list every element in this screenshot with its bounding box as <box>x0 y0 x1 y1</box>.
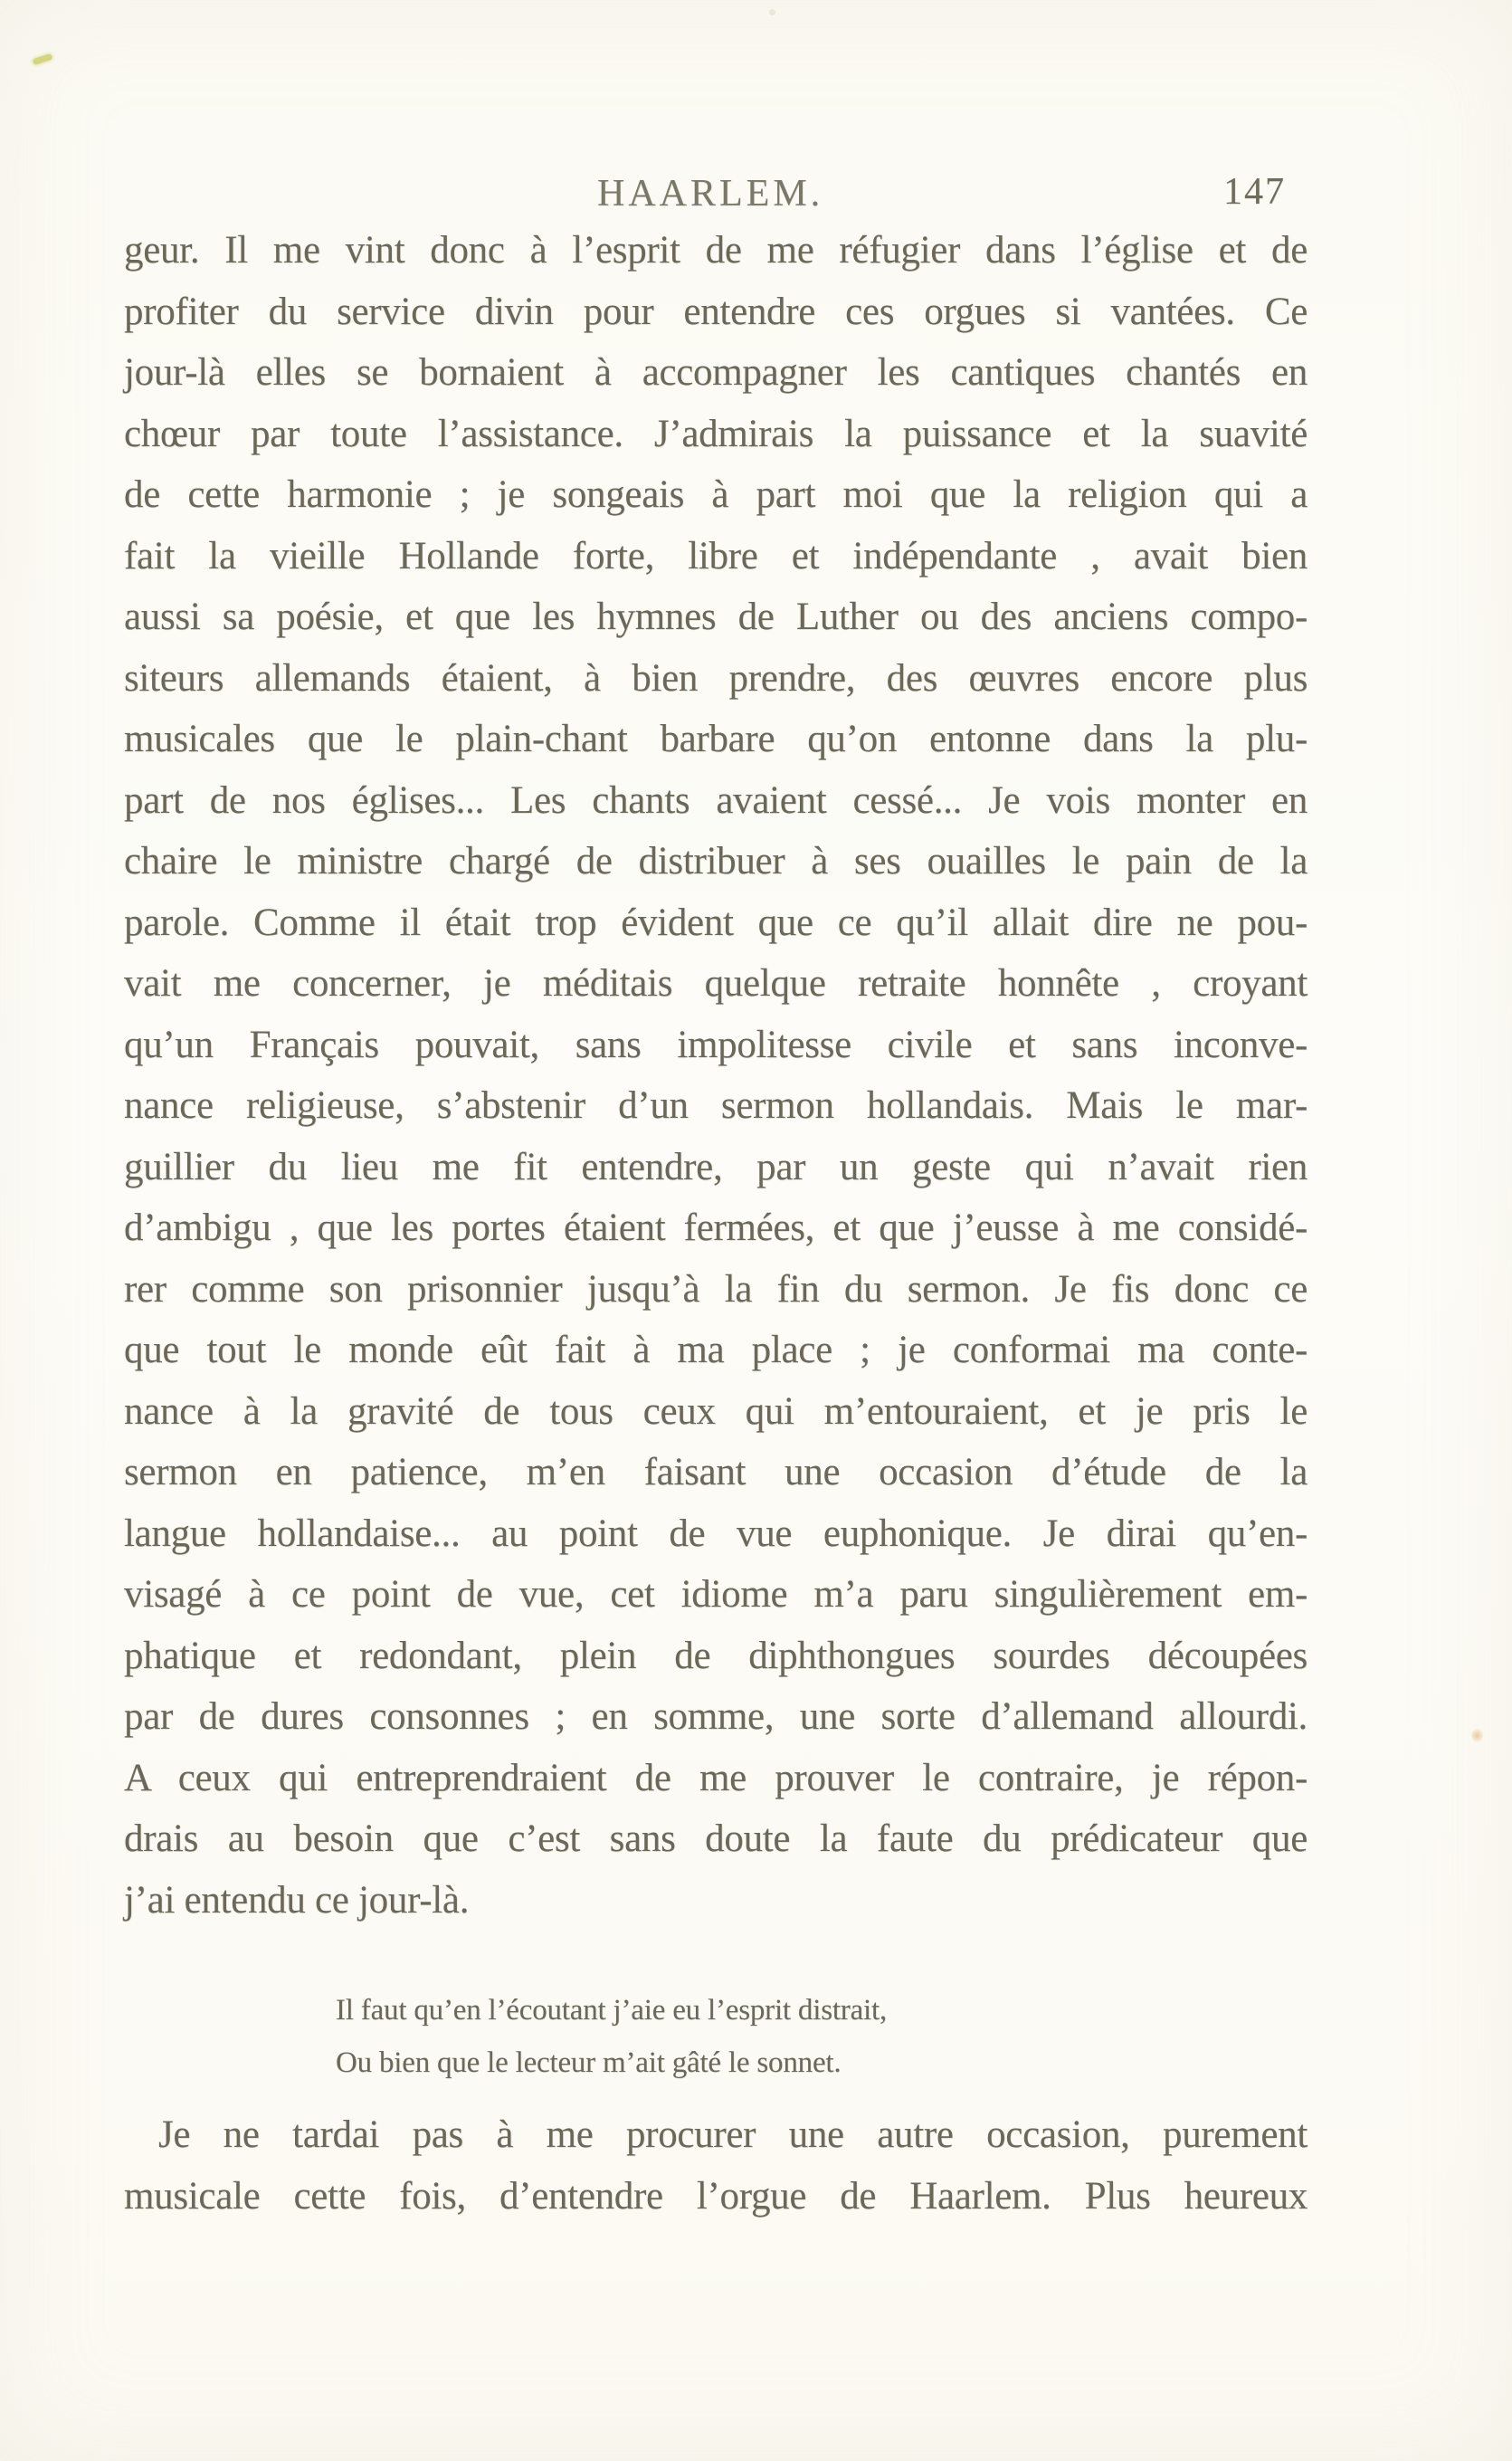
text-line: rer comme son prisonnier jusqu’à la fin du sermon. Je fis donc ce <box>124 1267 1308 1311</box>
body-paragraph-new <box>124 2104 1308 2227</box>
text-line: de cette harmonie ; je songeais à part moi que la religion qui a <box>124 473 1308 516</box>
verse-couplet <box>336 1984 887 2089</box>
text-line: que tout le monde eût fait à ma place ; je conformai ma conte- <box>124 1329 1308 1371</box>
text-line: part de nos églises... Les chants avaient cessé... Je vois monter en <box>124 778 1308 822</box>
text-line: A ceux qui entreprendraient de me prouver le contraire, je répon- <box>124 1756 1308 1799</box>
text-line: langue hollandaise... au point de vue euphonique. Je dirai qu’en- <box>124 1512 1308 1555</box>
text-line: chœur par toute l’assistance. J’admirais la puissance et la suavité <box>124 412 1308 455</box>
scan-speck-green <box>32 53 52 65</box>
text-line: musicale cette fois, d’entendre l’orgue de Haarlem. Plus heureux <box>124 2174 1308 2218</box>
text-line: d’ambigu , que les portes étaient fermées, et que j’eusse à me considé- <box>124 1207 1308 1249</box>
text-line: geur. Il me vint donc à l’esprit de me réfugier dans l’église et de <box>124 229 1308 272</box>
text-line: sermon en patience, m’en faisant une occasion d’étude de la <box>124 1451 1308 1493</box>
text-line: guillier du lieu me fit entendre, par un geste qui n’avait rien <box>124 1145 1308 1188</box>
text-line: par de dures consonnes ; en somme, une sorte d’allemand allourdi. <box>124 1695 1308 1738</box>
text-line: chaire le ministre chargé de distribuer à ses ouailles le pain de la <box>124 840 1308 882</box>
verse-line: Il faut qu’en l’écoutant j’aie eu l’esprit distrait, <box>336 1994 888 2027</box>
text-line: profiter du service divin pour entendre ces orgues si vantées. Ce <box>124 290 1308 333</box>
running-header-title: HAARLEM. <box>597 173 824 215</box>
text-line: drais au besoin que c’est sans doute la faute du prédicateur que <box>124 1817 1308 1860</box>
text-line: j’ai entendu ce jour-là. <box>124 1878 470 1922</box>
scan-speck-orange <box>1471 1729 1483 1742</box>
text-line: visagé à ce point de vue, cet idiome m’a paru singulièrement em- <box>124 1573 1308 1616</box>
body-paragraph-continuation <box>124 220 1308 1931</box>
scan-speck-top <box>769 9 775 15</box>
text-line: parole. Comme il était trop évident que ce qu’il allait dire ne pou- <box>124 901 1308 944</box>
text-line: Je ne tardai pas à me procurer une autre occasion, purement <box>158 2113 1308 2156</box>
verse-line: Ou bien que le lecteur m’ait gâté le sonnet. <box>336 2046 842 2079</box>
text-line: vait me concerner, je méditais quelque retraite honnête , croyant <box>124 962 1308 1005</box>
text-line: phatique et redondant, plein de diphthongues sourdes découpées <box>124 1634 1308 1677</box>
text-line: jour-là elles se bornaient à accompagner les cantiques chantés en <box>124 351 1308 394</box>
text-line: aussi sa poésie, et que les hymnes de Luther ou des anciens compo- <box>124 596 1308 638</box>
text-line: siteurs allemands étaient, à bien prendre, des œuvres encore plus <box>124 656 1308 700</box>
text-line: nance à la gravité de tous ceux qui m’entouraient, et je pris le <box>124 1389 1308 1433</box>
text-line: fait la vieille Hollande forte, libre et indépendante , avait bien <box>124 534 1308 577</box>
page-number: 147 <box>1223 171 1286 213</box>
text-line: qu’un Français pouvait, sans impolitesse civile et sans inconve- <box>124 1023 1308 1066</box>
text-line: nance religieuse, s’abstenir d’un sermon hollandais. Mais le mar- <box>124 1084 1308 1127</box>
text-line: musicales que le plain-chant barbare qu’on entonne dans la plu- <box>124 718 1308 760</box>
